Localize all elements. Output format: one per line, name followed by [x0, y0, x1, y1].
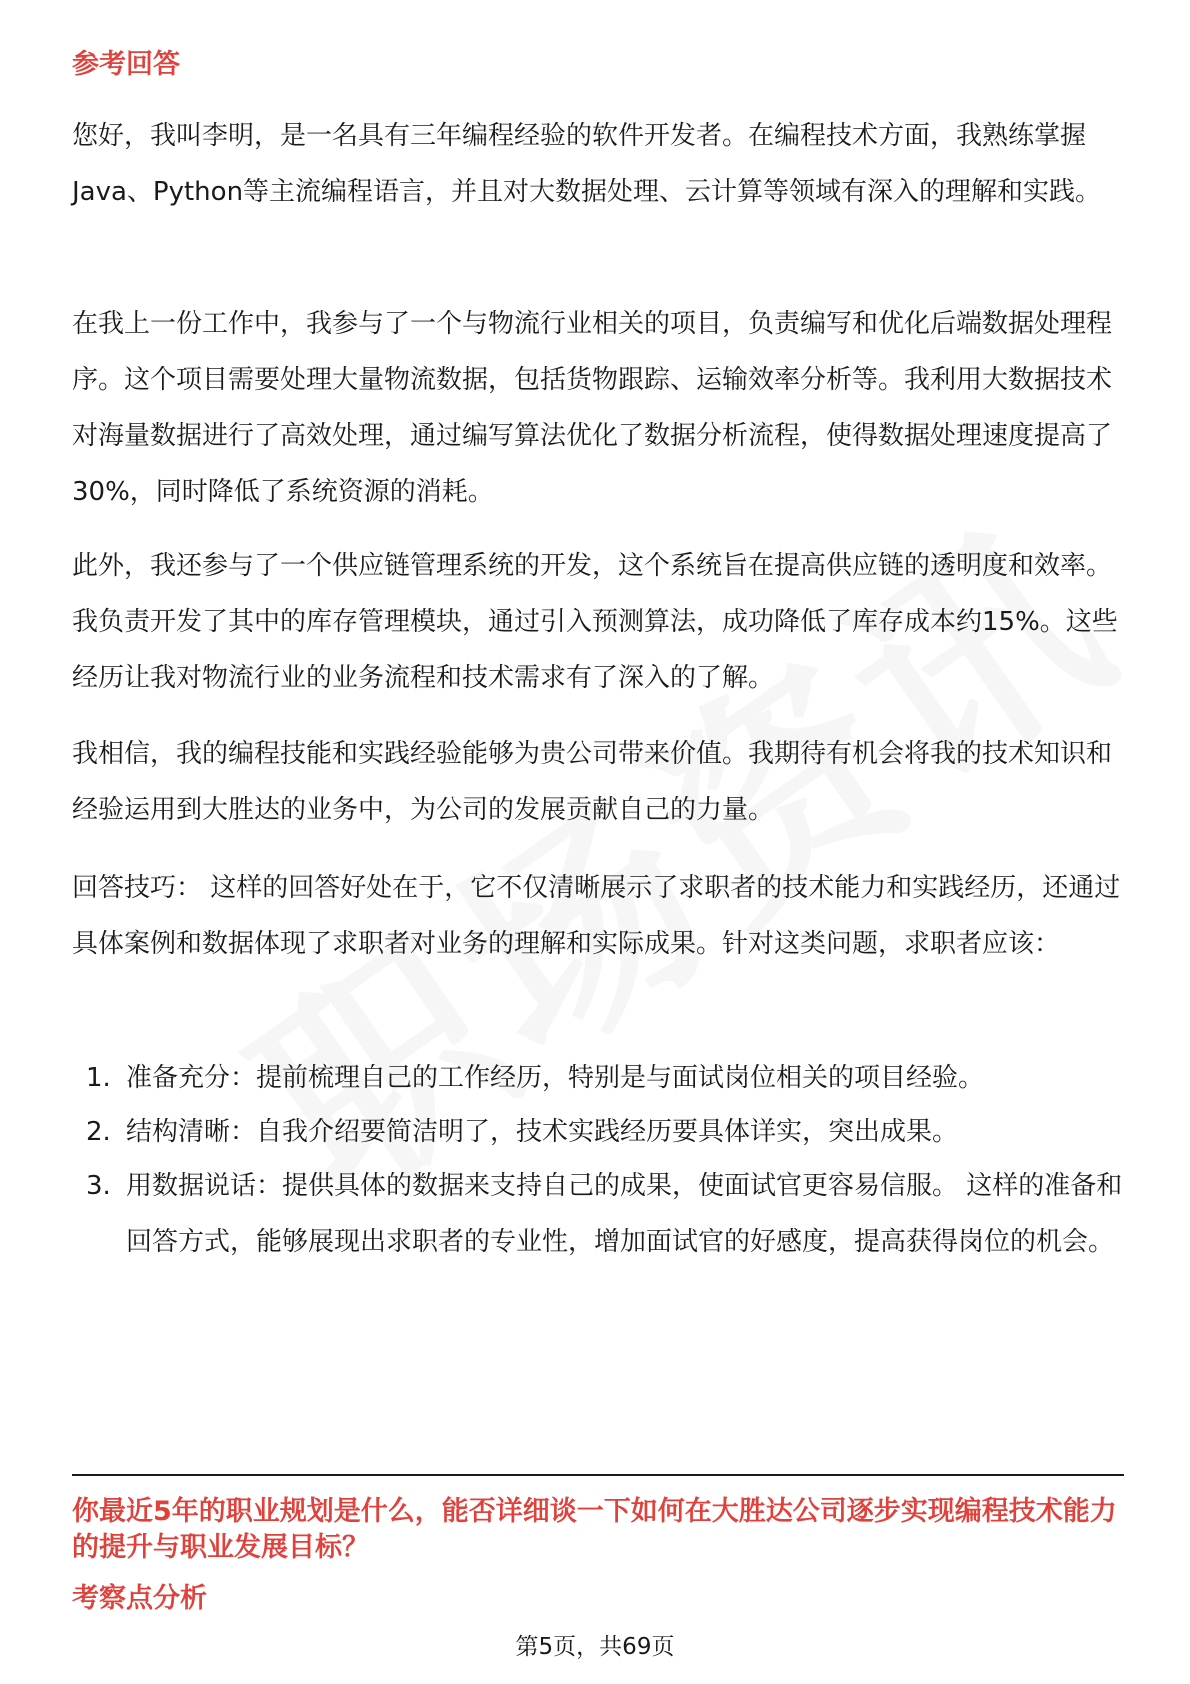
paragraph-tips-intro: 回答技巧： 这样的回答好处在于，它不仅清晰展示了求职者的技术能力和实践经历，还通过具体案例和数据体现了求职者对业务的理解和实际成果。针对这类问题，求职者应该：	[72, 873, 1121, 959]
paragraph-intro: 您好，我叫李明，是一名具有三年编程经验的软件开发者。在编程技术方面，我熟练掌握Java、Python等主流编程语言，并且对大数据处理、云计算等领域有深入的理解和实践。	[72, 121, 1102, 207]
paragraph-value: 我相信，我的编程技能和实践经验能够为贵公司带来价值。我期待有机会将我的技术知识和经验运用到大胜达的业务中，为公司的发展贡献自己的力量。	[72, 739, 1113, 825]
list-number: 1.	[86, 1063, 111, 1093]
next-question-title: 你最近5年的职业规划是什么，能否详细谈一下如何在大胜达公司逐步实现编程技术能力的提升与职业发展目标？	[72, 1496, 1117, 1563]
divider	[72, 1474, 1124, 1476]
list-text: 用数据说话：提供具体的数据来支持自己的成果，使面试官更容易信服。 这样的准备和回答方式，能够展现出求职者的专业性，增加面试官的好感度，提高获得岗位的机会。	[126, 1171, 1123, 1257]
page-number: 第5页，共69页	[515, 1634, 675, 1660]
analysis-heading: 考察点分析	[72, 1583, 207, 1614]
paragraph-logistics-project: 在我上一份工作中，我参与了一个与物流行业相关的项目，负责编写和优化后端数据处理程序。这个项目需要处理大量物流数据，包括货物跟踪、运输效率分析等。我利用大数据技术对海量数据进行了高效处理，通过编写算法优化了数据分析流程，使得数据处理速度提高了30%，同时降低了系统资源的消耗。	[72, 309, 1113, 507]
answer-heading: 参考回答	[72, 49, 180, 80]
list-text: 结构清晰：自我介绍要简洁明了，技术实践经历要具体详实，突出成果。	[126, 1117, 959, 1147]
list-number: 3.	[86, 1171, 111, 1201]
list-number: 2.	[86, 1117, 111, 1147]
paragraph-supply-chain: 此外，我还参与了一个供应链管理系统的开发，这个系统旨在提高供应链的透明度和效率。我负责开发了其中的库存管理模块，通过引入预测算法，成功降低了库存成本约15%。这些经历让我对物流行业的业务流程和技术需求有了深入的了解。	[72, 551, 1118, 693]
list-text: 准备充分：提前梳理自己的工作经历，特别是与面试岗位相关的项目经验。	[126, 1063, 985, 1093]
